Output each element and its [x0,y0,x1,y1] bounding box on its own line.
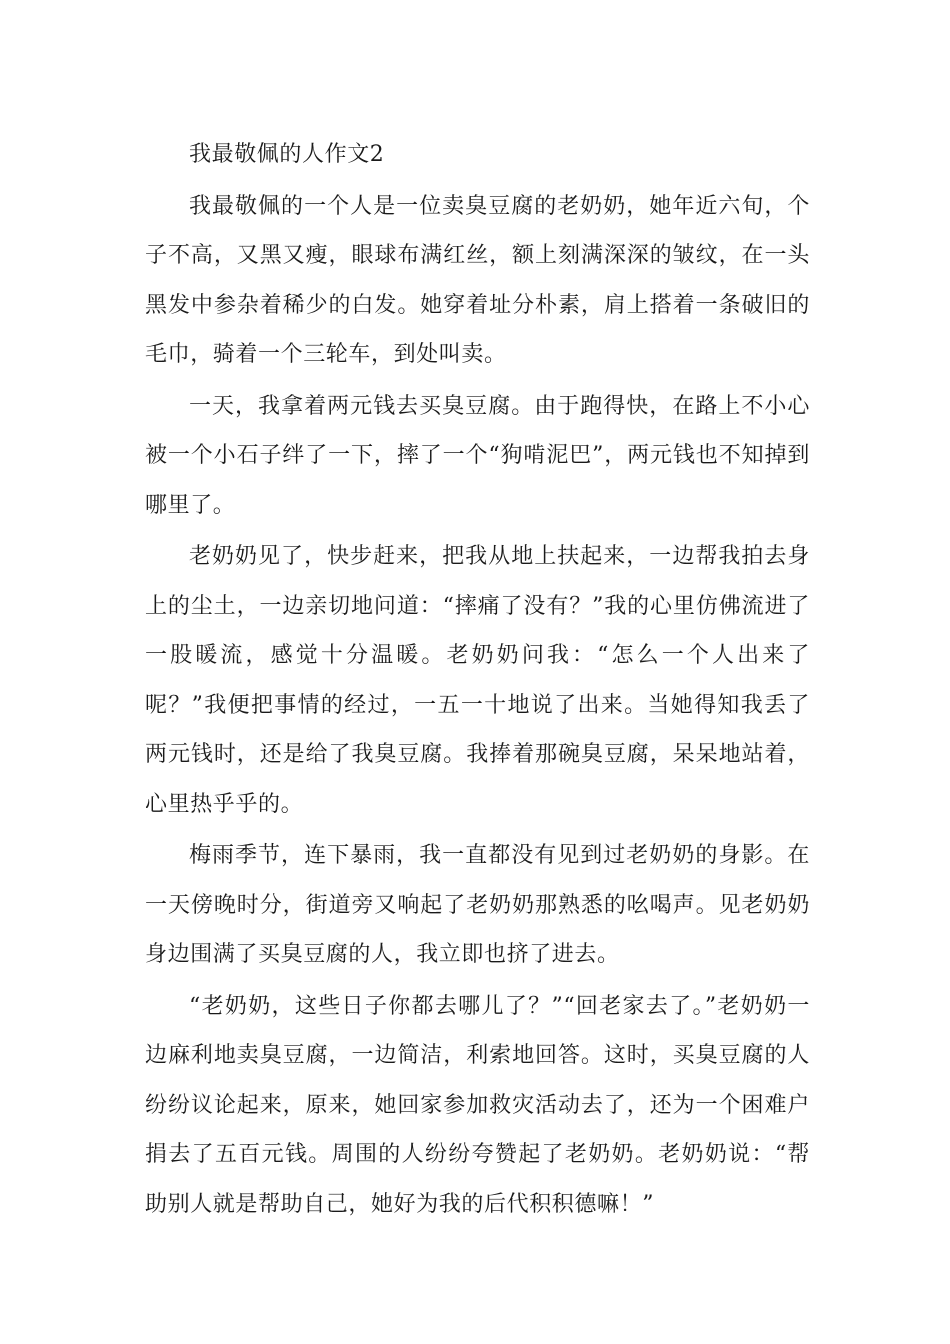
paragraph-2: 一天，我拿着两元钱去买臭豆腐。由于跑得快，在路上不小心被一个小石子绊了一下，摔了一个“狗啃泥巴”，两元钱也不知掉到哪里了。 [145,393,810,518]
document-body [145,130,810,1229]
essay-title: 我最敬佩的人作文2 [189,142,385,167]
paragraph-3: 老奶奶见了，快步赶来，把我从地上扶起来，一边帮我拍去身上的尘土，一边亲切地问道：“摔痛了没有？”我的心里仿佛流进了一股暖流，感觉十分温暖。老奶奶问我：“怎么一个人出来了呢？”我便把事情的经过，一五一十地说了出来。当她得知我丢了两元钱时，还是给了我臭豆腐。我捧着那碗臭豆腐，呆呆地站着，心里热乎乎的。 [145,544,810,817]
paragraph-4: 梅雨季节，连下暴雨，我一直都没有见到过老奶奶的身影。在一天傍晚时分，街道旁又响起了老奶奶那熟悉的吆喝声。见老奶奶身边围满了买臭豆腐的人，我立即也挤了进去。 [145,843,810,967]
paragraph-5: “老奶奶，这些日子你都去哪儿了？”“回老家去了。”老奶奶一边麻利地卖臭豆腐，一边简洁，利索地回答。这时，买臭豆腐的人纷纷议论起来，原来，她回家参加救灾活动去了，还为一个困难户捐去了五百元钱。周围的人纷纷夸赞起了老奶奶。老奶奶说：“帮助别人就是帮助自己，她好为我的后代积积德嘛！” [145,993,810,1217]
paragraph-1: 我最敬佩的一个人是一位卖臭豆腐的老奶奶，她年近六旬，个子不高，又黑又瘦，眼球布满红丝，额上刻满深深的皱纹，在一头黑发中参杂着稀少的白发。她穿着址分朴素，肩上搭着一条破旧的毛巾，骑着一个三轮车，到处叫卖。 [145,193,810,367]
